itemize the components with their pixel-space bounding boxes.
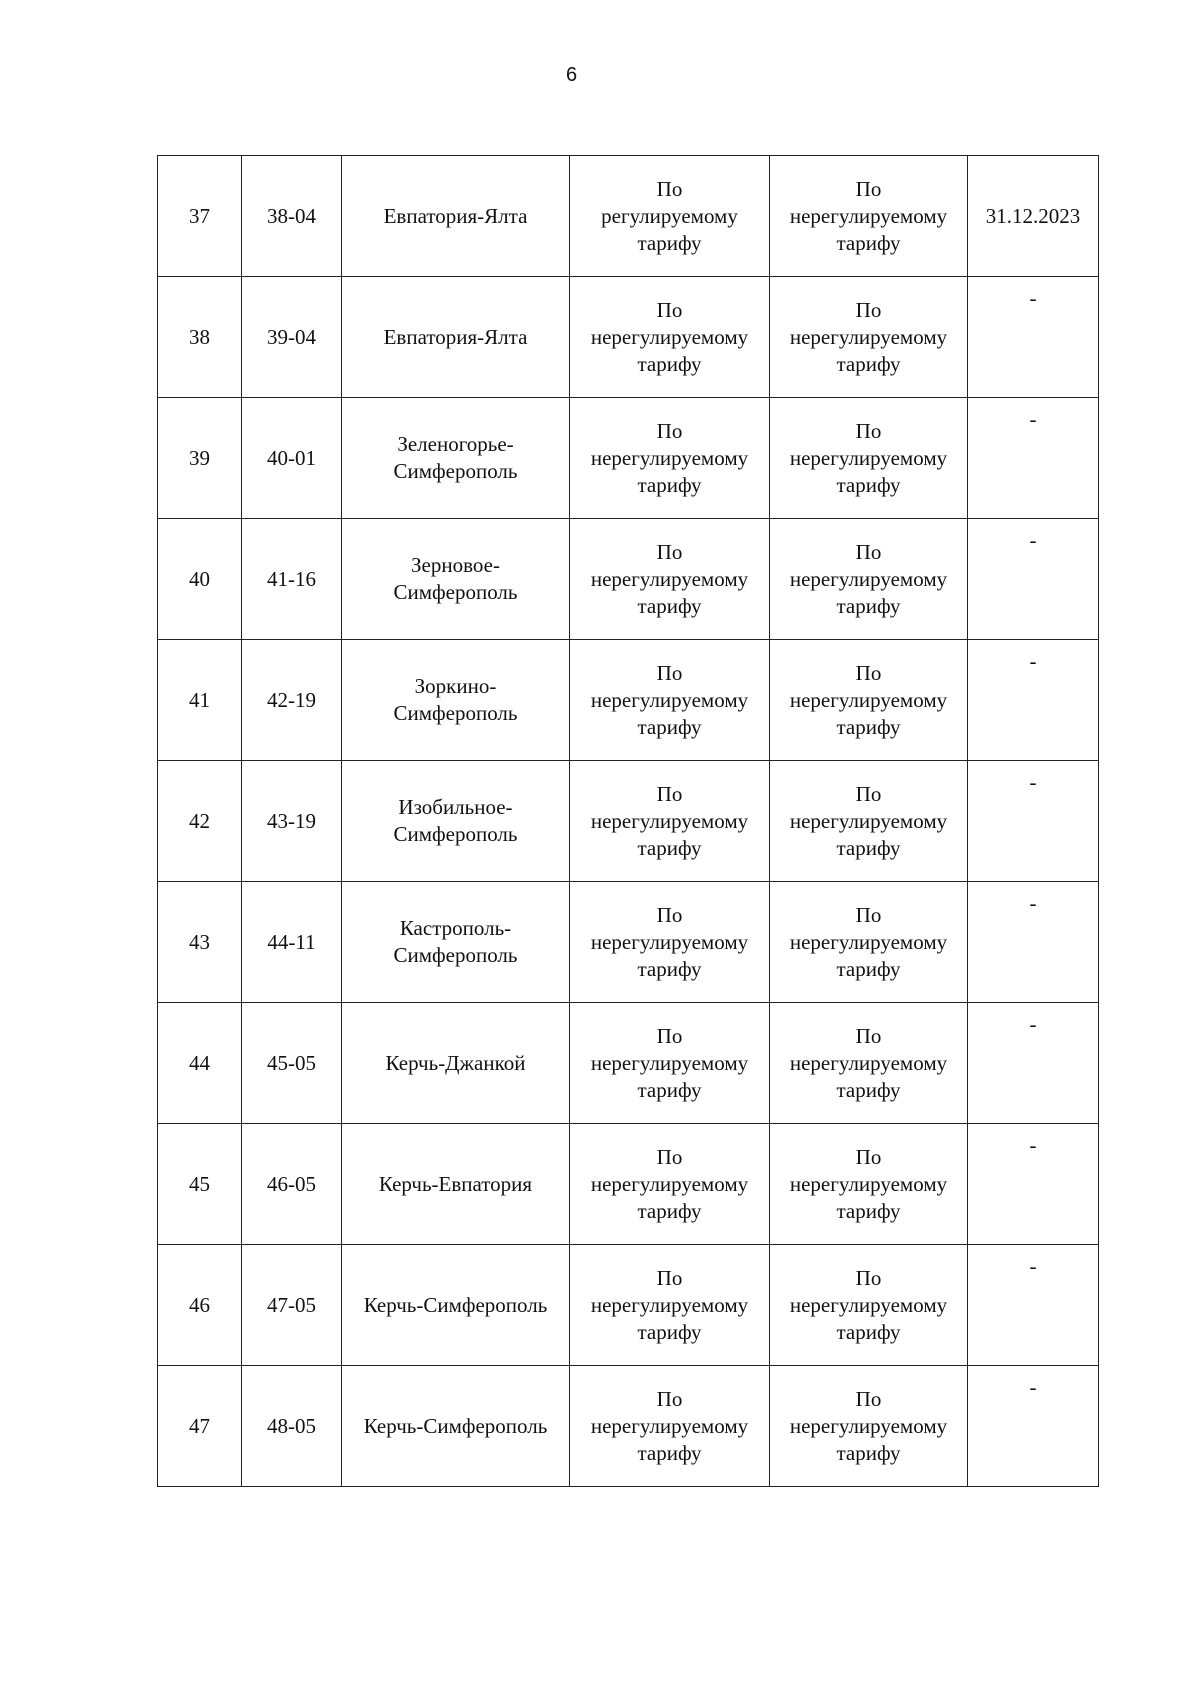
t1-line: нерегулируемому [590, 566, 749, 591]
route-line: Кастрополь- [399, 916, 512, 940]
page-number: 6 [566, 64, 578, 86]
tariff-type-planned-cell [770, 1124, 968, 1245]
row-number-cell: 39 [158, 398, 242, 519]
route-line: Евпатория-Ялта [383, 203, 528, 228]
row-number-cell: 45 [158, 1124, 242, 1245]
t2-line: тарифу [836, 1319, 901, 1344]
t2-line: нерегулируемому [789, 808, 948, 833]
t1-line: По [656, 1144, 683, 1169]
date-cell [968, 398, 1099, 519]
table-row [158, 761, 1099, 882]
t1-line: По [656, 297, 683, 322]
t1-line: нерегулируемому [590, 324, 749, 349]
route-line: Симферополь [393, 822, 518, 846]
route-name-cell [342, 640, 570, 761]
route-line: Керчь-Евпатория [378, 1171, 533, 1196]
date-dash: - [1029, 286, 1037, 310]
row-number-cell: 37 [158, 156, 242, 277]
route-reg-number-cell: 48-05 [242, 1366, 342, 1487]
tariff-type-planned-cell [770, 398, 968, 519]
route-line: Изобильное- [398, 795, 513, 819]
t2-line: нерегулируемому [789, 1050, 948, 1075]
t2-line: тарифу [836, 956, 901, 981]
date-dash: - [1029, 528, 1037, 552]
route-line: Зеленогорье- [397, 432, 514, 456]
tariff-type-planned-cell [770, 156, 968, 277]
tariff-type-cell [570, 882, 770, 1003]
tariff-type-cell [570, 277, 770, 398]
table-row [158, 1366, 1099, 1487]
t1-line: нерегулируемому [590, 687, 749, 712]
row-number-cell: 47 [158, 1366, 242, 1487]
table-row [158, 156, 1099, 277]
t2-line: тарифу [836, 593, 901, 618]
route-reg-number-cell: 39-04 [242, 277, 342, 398]
t1-line: По [656, 660, 683, 685]
date-cell [968, 882, 1099, 1003]
tariff-type-cell [570, 1124, 770, 1245]
row-number-cell: 38 [158, 277, 242, 398]
date-dash: - [1029, 1254, 1037, 1278]
t2-line: нерегулируемому [789, 929, 948, 954]
t2-line: тарифу [836, 230, 901, 255]
t1-line: нерегулируемому [590, 1171, 749, 1196]
tariff-type-planned-cell [770, 1366, 968, 1487]
t2-line: нерегулируемому [789, 1292, 948, 1317]
t1-line: тарифу [637, 230, 702, 255]
date-cell [968, 640, 1099, 761]
t1-line: тарифу [637, 593, 702, 618]
route-reg-number-cell: 47-05 [242, 1245, 342, 1366]
t2-line: тарифу [836, 835, 901, 860]
row-number-cell: 42 [158, 761, 242, 882]
route-name-cell [342, 761, 570, 882]
route-name-cell [342, 882, 570, 1003]
route-line: Керчь-Симферополь [363, 1413, 548, 1438]
t1-line: нерегулируемому [590, 929, 749, 954]
t2-line: По [855, 297, 882, 322]
t1-line: нерегулируемому [590, 808, 749, 833]
tariff-type-planned-cell [770, 277, 968, 398]
t2-line: По [855, 1265, 882, 1290]
table-row [158, 277, 1099, 398]
table-row [158, 640, 1099, 761]
t2-line: тарифу [836, 1440, 901, 1465]
date-dash: - [1029, 770, 1037, 794]
date-dash: - [1029, 407, 1037, 431]
date-cell [968, 761, 1099, 882]
t1-line: тарифу [637, 1077, 702, 1102]
tariff-type-cell [570, 519, 770, 640]
route-line: Зерновое- [411, 553, 500, 577]
route-name-cell [342, 277, 570, 398]
t2-line: По [855, 176, 882, 201]
tariff-type-cell [570, 1003, 770, 1124]
tariff-type-planned-cell [770, 640, 968, 761]
tariff-type-cell [570, 640, 770, 761]
date-cell [968, 519, 1099, 640]
date-cell [968, 1245, 1099, 1366]
t1-line: По [656, 1265, 683, 1290]
tariff-type-cell [570, 1245, 770, 1366]
table-body [158, 156, 1099, 1487]
t2-line: нерегулируемому [789, 203, 948, 228]
t2-line: По [855, 781, 882, 806]
route-line: Симферополь [393, 580, 518, 604]
route-line: Евпатория-Ялта [383, 324, 528, 349]
route-line: Зоркино- [414, 674, 497, 698]
route-reg-number-cell: 41-16 [242, 519, 342, 640]
route-name-cell [342, 398, 570, 519]
t1-line: нерегулируемому [590, 1050, 749, 1075]
t2-line: По [855, 902, 882, 927]
route-name-cell [342, 1124, 570, 1245]
t1-line: тарифу [637, 1440, 702, 1465]
routes-table [157, 155, 1099, 1487]
tariff-type-planned-cell [770, 1003, 968, 1124]
route-name-cell [342, 1245, 570, 1366]
tariff-type-planned-cell [770, 882, 968, 1003]
row-number-cell: 43 [158, 882, 242, 1003]
route-name-cell [342, 519, 570, 640]
t1-line: тарифу [637, 1198, 702, 1223]
table-row [158, 882, 1099, 1003]
t2-line: По [855, 1144, 882, 1169]
route-line: Симферополь [393, 701, 518, 725]
t2-line: По [855, 539, 882, 564]
date-cell [968, 277, 1099, 398]
t2-line: По [855, 1023, 882, 1048]
table-row [158, 519, 1099, 640]
t1-line: тарифу [637, 714, 702, 739]
route-reg-number-cell: 38-04 [242, 156, 342, 277]
t2-line: тарифу [836, 714, 901, 739]
t2-line: тарифу [836, 351, 901, 376]
route-name-cell [342, 156, 570, 277]
t2-line: тарифу [836, 472, 901, 497]
route-reg-number-cell: 43-19 [242, 761, 342, 882]
tariff-type-cell [570, 398, 770, 519]
t1-line: тарифу [637, 472, 702, 497]
t2-line: нерегулируемому [789, 687, 948, 712]
date-dash: - [1029, 649, 1037, 673]
t1-line: тарифу [637, 1319, 702, 1344]
t2-line: нерегулируемому [789, 566, 948, 591]
route-name-cell [342, 1003, 570, 1124]
t2-line: По [855, 660, 882, 685]
route-line: Симферополь [393, 943, 518, 967]
t2-line: тарифу [836, 1077, 901, 1102]
date-dash: - [1029, 1133, 1037, 1157]
route-reg-number-cell: 46-05 [242, 1124, 342, 1245]
t2-line: нерегулируемому [789, 445, 948, 470]
date-cell [968, 1366, 1099, 1487]
row-number-cell: 40 [158, 519, 242, 640]
t1-line: нерегулируемому [590, 445, 749, 470]
t1-line: По [656, 418, 683, 443]
date-cell [968, 1003, 1099, 1124]
route-reg-number-cell: 40-01 [242, 398, 342, 519]
t2-line: нерегулируемому [789, 1413, 948, 1438]
row-number-cell: 44 [158, 1003, 242, 1124]
t2-line: По [855, 1386, 882, 1411]
table-row [158, 1245, 1099, 1366]
date-dash: - [1029, 1375, 1037, 1399]
t2-line: тарифу [836, 1198, 901, 1223]
t1-line: тарифу [637, 956, 702, 981]
row-number-cell: 41 [158, 640, 242, 761]
t1-line: нерегулируемому [590, 1292, 749, 1317]
route-reg-number-cell: 42-19 [242, 640, 342, 761]
t1-line: тарифу [637, 835, 702, 860]
t1-line: тарифу [637, 351, 702, 376]
t2-line: По [855, 418, 882, 443]
t1-line: регулируемому [601, 203, 738, 228]
table-row [158, 398, 1099, 519]
tariff-type-planned-cell [770, 761, 968, 882]
t1-line: По [656, 1386, 683, 1411]
route-line: Керчь-Джанкой [385, 1050, 526, 1075]
t2-line: нерегулируемому [789, 1171, 948, 1196]
tariff-type-cell [570, 761, 770, 882]
t1-line: По [656, 1023, 683, 1048]
date-dash: - [1029, 1012, 1037, 1036]
date-dash: - [1029, 891, 1037, 915]
table-row [158, 1124, 1099, 1245]
tariff-type-planned-cell [770, 519, 968, 640]
t1-line: По [656, 539, 683, 564]
t2-line: нерегулируемому [789, 324, 948, 349]
route-reg-number-cell: 45-05 [242, 1003, 342, 1124]
tariff-type-cell [570, 1366, 770, 1487]
date-cell: 31.12.2023 [968, 156, 1099, 277]
date-cell [968, 1124, 1099, 1245]
route-reg-number-cell: 44-11 [242, 882, 342, 1003]
t1-line: нерегулируемому [590, 1413, 749, 1438]
route-name-cell [342, 1366, 570, 1487]
row-number-cell: 46 [158, 1245, 242, 1366]
t1-line: По [656, 176, 683, 201]
route-line: Керчь-Симферополь [363, 1292, 548, 1317]
tariff-type-planned-cell [770, 1245, 968, 1366]
t1-line: По [656, 781, 683, 806]
t1-line: По [656, 902, 683, 927]
tariff-type-cell [570, 156, 770, 277]
table-row [158, 1003, 1099, 1124]
route-line: Симферополь [393, 459, 518, 483]
